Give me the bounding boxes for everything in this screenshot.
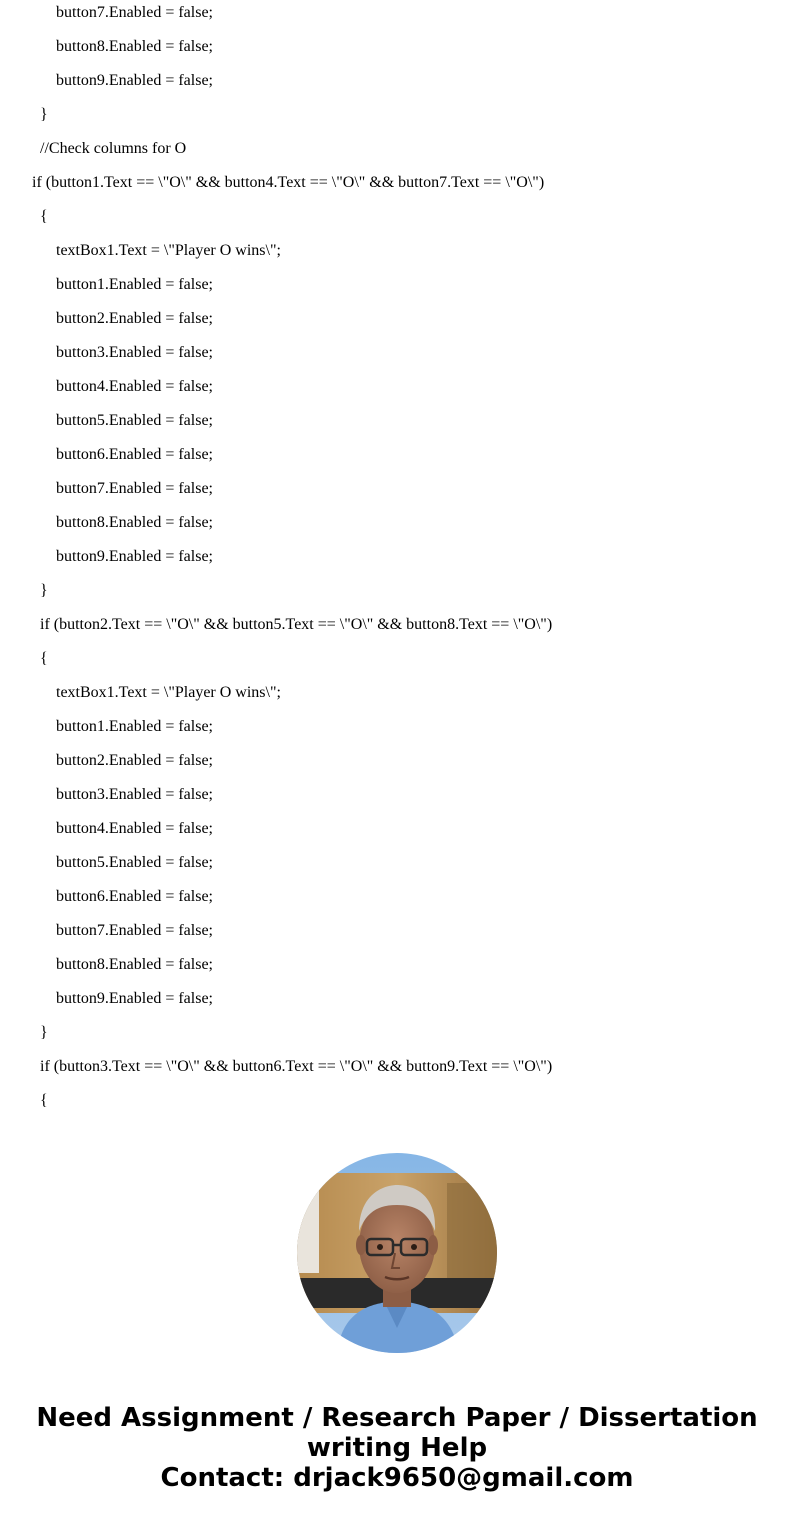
code-line: button3.Enabled = false; [56,786,213,803]
code-line: if (button2.Text == \"O\" && button5.Text == \"O\" && button8.Text == \"O\") [40,616,553,633]
code-line: button5.Enabled = false; [56,854,213,871]
code-line: button1.Enabled = false; [56,276,213,293]
code-line: button8.Enabled = false; [56,38,213,55]
code-line: } [40,582,48,599]
code-line: button5.Enabled = false; [56,412,213,429]
code-line: button9.Enabled = false; [56,990,213,1007]
code-line: button2.Enabled = false; [56,752,213,769]
code-line: button7.Enabled = false; [56,922,213,939]
code-line: button4.Enabled = false; [56,378,213,395]
code-line: button8.Enabled = false; [56,514,213,531]
code-line: button2.Enabled = false; [56,310,213,327]
code-line: { [40,650,48,667]
code-line: button8.Enabled = false; [56,956,213,973]
code-line: button3.Enabled = false; [56,344,213,361]
code-line: if (button1.Text == \"O\" && button4.Text == \"O\" && button7.Text == \"O\") [32,174,545,191]
code-line: button4.Enabled = false; [56,820,213,837]
code-line: { [40,1092,48,1109]
author-portrait-icon [297,1153,497,1353]
code-comment: //Check columns for O [40,140,187,157]
promo-subheadline: writing Help [306,1433,488,1463]
code-line: } [40,106,48,123]
code-line: button7.Enabled = false; [56,480,213,497]
code-line: button9.Enabled = false; [56,548,213,565]
promo-banner [0,1403,794,1493]
code-line: button9.Enabled = false; [56,72,213,89]
code-line: textBox1.Text = \"Player O wins\"; [56,684,281,701]
code-line: button7.Enabled = false; [56,4,213,21]
code-line: button1.Enabled = false; [56,718,213,735]
code-line: textBox1.Text = \"Player O wins\"; [56,242,281,259]
code-line: button6.Enabled = false; [56,888,213,905]
code-line: if (button3.Text == \"O\" && button6.Text == \"O\" && button9.Text == \"O\") [40,1058,553,1075]
promo-headline: Need Assignment / Research Paper / Dissertation [36,1403,758,1433]
code-line: button6.Enabled = false; [56,446,213,463]
author-avatar [297,1153,497,1353]
code-line: } [40,1024,48,1041]
code-line: { [40,208,48,225]
promo-contact: Contact: drjack9650@gmail.com [160,1463,634,1493]
